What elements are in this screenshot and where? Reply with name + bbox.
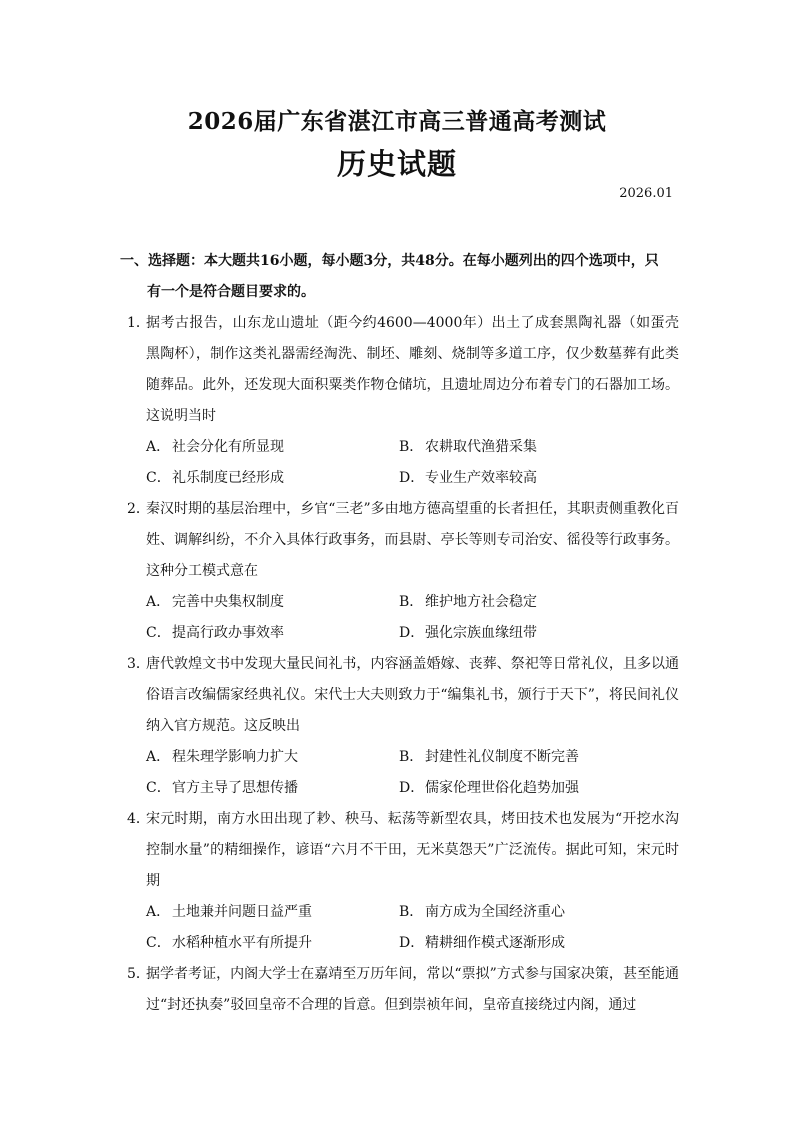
option-text: 强化宗族血缘纽带 <box>425 625 537 641</box>
option-text: 提高行政办事效率 <box>172 625 284 641</box>
option-key: A． <box>146 904 171 920</box>
option-a[interactable] <box>146 897 312 928</box>
option-key: D． <box>399 470 425 486</box>
question-1 <box>127 308 679 494</box>
option-key: C． <box>146 780 171 796</box>
option-text: 南方成为全国经济重心 <box>425 904 565 920</box>
question-options <box>146 742 679 804</box>
option-text: 程朱理学影响力扩大 <box>172 749 298 765</box>
option-key: A． <box>146 439 171 455</box>
option-text: 维护地方社会稳定 <box>425 594 537 610</box>
exam-subject-title: 历史试题 <box>336 147 457 181</box>
option-text: 礼乐制度已经形成 <box>172 470 284 486</box>
question-options <box>146 897 679 959</box>
question-number: 4． <box>127 811 150 827</box>
question-5 <box>127 959 679 1021</box>
question-number: 3． <box>127 656 150 672</box>
option-key: B． <box>399 749 424 765</box>
section-heading-line1: 一、选择题：本大题共16小题，每小题3分，共48分。在每小题列出的四个选项中，只 <box>120 253 659 269</box>
option-text: 精耕细作模式逐渐形成 <box>425 935 565 951</box>
option-b[interactable] <box>399 897 565 928</box>
option-text: 官方主导了思想传播 <box>172 780 298 796</box>
option-c[interactable] <box>146 618 284 649</box>
option-text: 专业生产效率较高 <box>425 470 537 486</box>
option-key: B． <box>399 904 424 920</box>
option-key: B． <box>399 439 424 455</box>
question-stem: 秦汉时期的基层治理中，乡官“三老”多由地方德高望重的长者担任，其职责侧重教化百姓、调解纠纷，不介入具体行政事务，而县尉、亭长等则专司治安、徭役等行政事务。这种分工模式意在 <box>146 501 679 579</box>
question-options <box>146 432 679 494</box>
question-stem: 据考古报告，山东龙山遗址（距今约4600—4000年）出土了成套黑陶礼器（如蛋壳黑陶杯），制作这类礼器需经淘洗、制坯、雕刻、烧制等多道工序，仅少数墓葬有此类随葬品。此外，还发现大面积粟类作物仓储坑，且遗址周边分布着专门的石器加工场。这说明当时 <box>146 315 679 424</box>
option-b[interactable] <box>399 742 579 773</box>
option-a[interactable] <box>146 742 298 773</box>
section-heading-line2: 有一个是符合题目要求的。 <box>147 284 315 300</box>
option-c[interactable] <box>146 928 312 959</box>
exam-date: 2026.01 <box>619 186 673 201</box>
question-stem: 据学者考证，内阁大学士在嘉靖至万历年间，常以“票拟”方式参与国家决策，甚至能通过“封还执奏”驳回皇帝不合理的旨意。但到崇祯年间，皇帝直接绕过内阁，通过 <box>146 966 679 1013</box>
option-b[interactable] <box>399 587 537 618</box>
option-b[interactable] <box>399 432 537 463</box>
option-key: D． <box>399 780 425 796</box>
question-number: 1． <box>127 315 150 331</box>
question-number: 2． <box>127 501 150 517</box>
option-d[interactable] <box>399 773 579 804</box>
option-c[interactable] <box>146 773 298 804</box>
option-text: 农耕取代渔猎采集 <box>425 439 537 455</box>
option-d[interactable] <box>399 463 537 494</box>
option-text: 土地兼并问题日益严重 <box>172 904 312 920</box>
option-key: C． <box>146 935 171 951</box>
option-key: A． <box>146 749 171 765</box>
option-text: 儒家伦理世俗化趋势加强 <box>425 780 579 796</box>
option-d[interactable] <box>399 618 537 649</box>
option-key: B． <box>399 594 424 610</box>
question-2 <box>127 494 679 649</box>
option-key: A． <box>146 594 171 610</box>
option-d[interactable] <box>399 928 565 959</box>
option-text: 完善中央集权制度 <box>172 594 284 610</box>
option-text: 水稻种植水平有所提升 <box>172 935 312 951</box>
question-4 <box>127 804 679 959</box>
question-3 <box>127 649 679 804</box>
option-text: 社会分化有所显现 <box>172 439 284 455</box>
question-stem: 宋元时期，南方水田出现了耖、秧马、耘荡等新型农具，烤田技术也发展为“开挖水沟控制水量”的精细操作，谚语“六月不干田，无米莫怨天”广泛流传。据此可知，宋元时期 <box>146 811 679 889</box>
option-key: C． <box>146 625 171 641</box>
option-key: D． <box>399 625 425 641</box>
option-a[interactable] <box>146 432 284 463</box>
option-key: D． <box>399 935 425 951</box>
option-text: 封建性礼仪制度不断完善 <box>425 749 579 765</box>
question-number: 5． <box>127 966 150 982</box>
option-a[interactable] <box>146 587 284 618</box>
question-options <box>146 587 679 649</box>
question-stem: 唐代敦煌文书中发现大量民间礼书，内容涵盖婚嫁、丧葬、祭祀等日常礼仪，且多以通俗语言改编儒家经典礼仪。宋代士大夫则致力于“编集礼书，颁行于天下”，将民间礼仪纳入官方规范。这反映出 <box>146 656 679 734</box>
option-key: C． <box>146 470 171 486</box>
exam-title: 2026届广东省湛江市高三普通高考测试 <box>187 108 607 135</box>
section-heading <box>120 246 680 308</box>
option-c[interactable] <box>146 463 284 494</box>
